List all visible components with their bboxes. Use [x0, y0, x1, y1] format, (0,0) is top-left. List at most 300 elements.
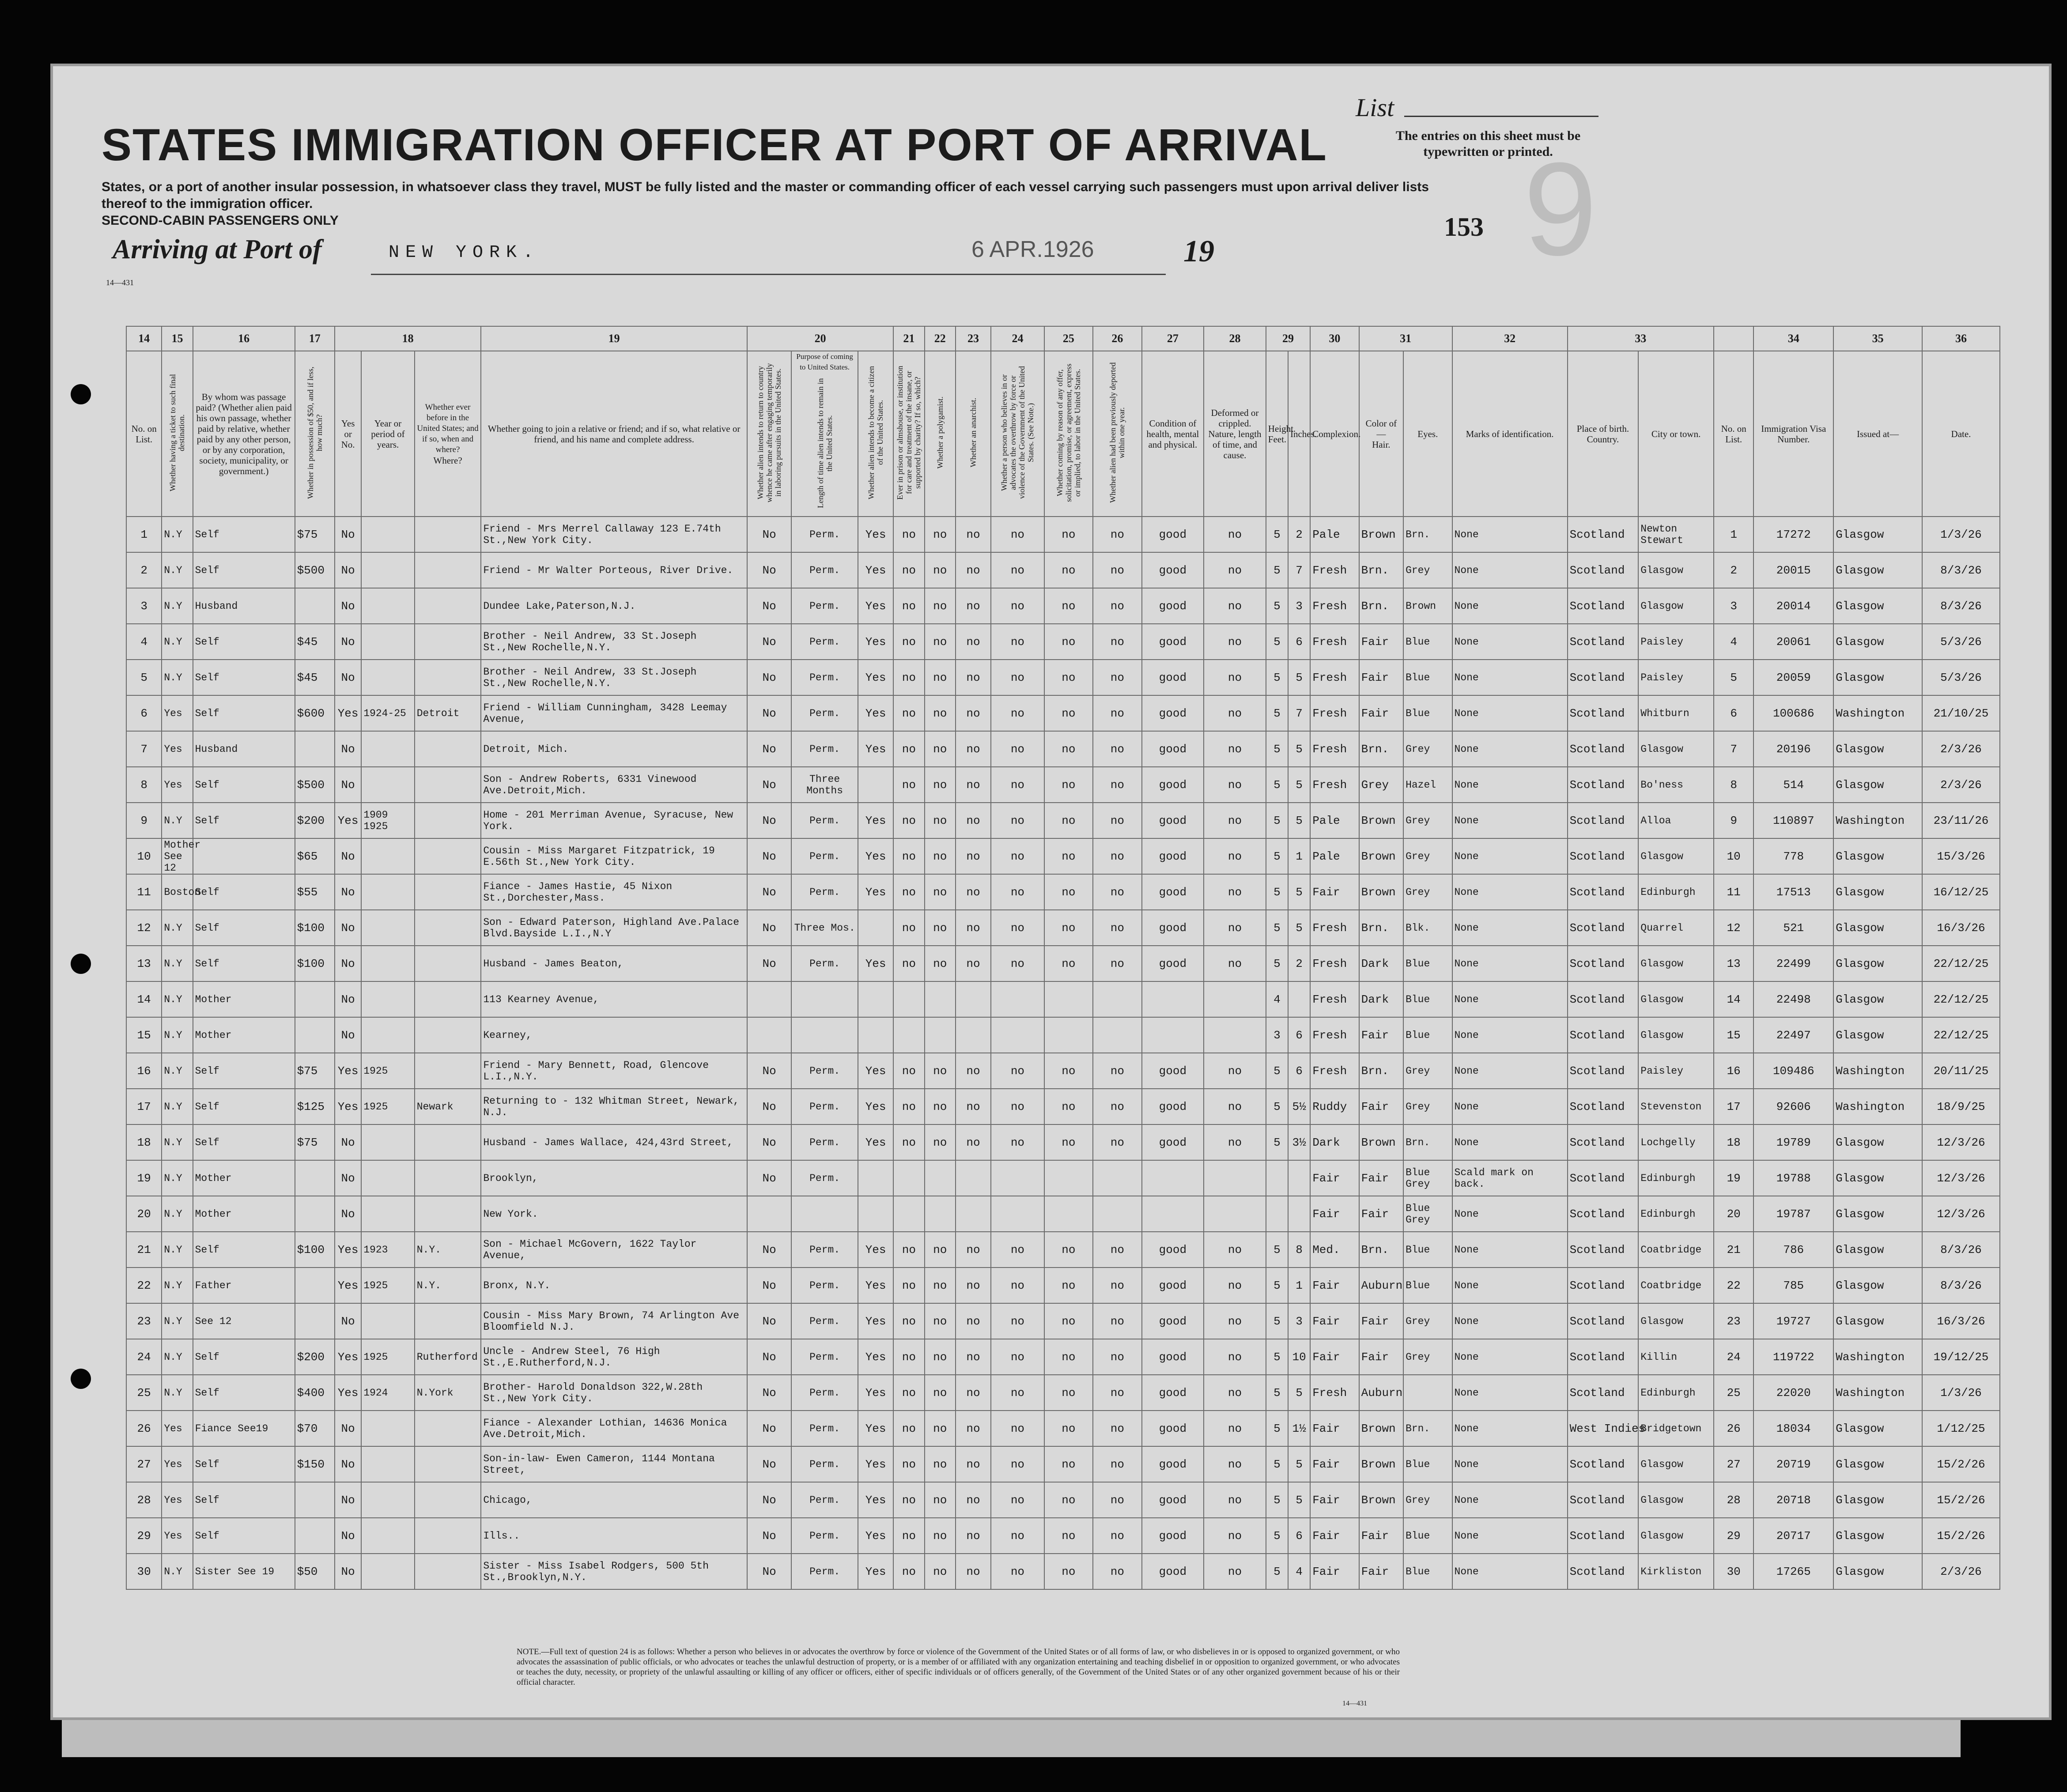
- cell-country: Scotland: [1568, 1446, 1639, 1482]
- cell-no2: 3: [1714, 588, 1753, 624]
- cell-where: [415, 1411, 481, 1446]
- header-where: Whether ever before in the United States; and if so, when and where? Where?: [415, 351, 481, 517]
- cell-ticket: N.Y: [162, 1303, 193, 1339]
- cell-where: [415, 874, 481, 910]
- cell-p20a: No: [747, 1268, 791, 1303]
- cell-marks: None: [1452, 1303, 1568, 1339]
- cell-relative: Son - Andrew Roberts, 6331 Vinewood Ave.Detroit,Mich.: [481, 767, 747, 803]
- cell-q26: no: [1093, 695, 1141, 731]
- cell-eyes: Grey: [1403, 1053, 1452, 1089]
- cell-deformed: [1204, 1017, 1266, 1053]
- cell-where: [415, 660, 481, 695]
- cell-where: [415, 624, 481, 660]
- cell-ticket: N.Y: [162, 1196, 193, 1232]
- cell-eyes: Blk.: [1403, 910, 1452, 946]
- cell-relative: Cousin - Miss Margaret Fitzpatrick, 19 E.56th St.,New York City.: [481, 838, 747, 874]
- cell-paid: Self: [193, 1089, 295, 1124]
- cell-where: Detroit: [415, 695, 481, 731]
- cell-date: 22/12/25: [1922, 981, 2000, 1017]
- cell-ticket: Yes: [162, 1446, 193, 1482]
- cell-date: 21/10/25: [1922, 695, 2000, 731]
- cell-relative: Brother- Harold Donaldson 322,W.28th St.,New York City.: [481, 1375, 747, 1411]
- cell-q22: no: [925, 910, 956, 946]
- cell-relative: Friend - Mary Bennett, Road, Glencove L.I.,N.Y.: [481, 1053, 747, 1089]
- cell-ticket: N.Y: [162, 1124, 193, 1160]
- header-deformed: Deformed or crippled. Nature, length of time, and cause.: [1204, 351, 1266, 517]
- cell-q21: no: [893, 1232, 924, 1268]
- passenger-row: [126, 660, 2000, 695]
- manifest-sheet: [53, 66, 2049, 1717]
- header-country: Place of birth. Country.: [1568, 351, 1639, 517]
- punch-hole: [71, 1369, 91, 1389]
- cell-no2: 25: [1714, 1375, 1753, 1411]
- cell-health: good: [1142, 803, 1204, 838]
- cell-p20c: Yes: [858, 1554, 893, 1589]
- colnum: 35: [1833, 326, 1922, 351]
- cell-q26: [1093, 981, 1141, 1017]
- cell-q22: no: [925, 1339, 956, 1375]
- cell-feet: 5: [1266, 1554, 1288, 1589]
- cell-relative: Cousin - Miss Mary Brown, 74 Arlington Ave Bloomfield N.J.: [481, 1303, 747, 1339]
- cell-city: Coatbridge: [1638, 1268, 1714, 1303]
- cell-q23: [956, 1017, 991, 1053]
- cell-complexion: Fair: [1310, 1196, 1359, 1232]
- cell-p20a: No: [747, 1554, 791, 1589]
- cell-city: Alloa: [1638, 803, 1714, 838]
- cell-before: No: [335, 1518, 361, 1554]
- cell-visa: 109486: [1753, 1053, 1833, 1089]
- cell-health: good: [1142, 767, 1204, 803]
- cell-deformed: no: [1204, 731, 1266, 767]
- cell-hair: Fair: [1359, 1554, 1403, 1589]
- cell-marks: None: [1452, 874, 1568, 910]
- cell-q22: [925, 1196, 956, 1232]
- cell-q24: no: [991, 1446, 1044, 1482]
- cell-money: $150: [295, 1446, 335, 1482]
- cell-paid: Self: [193, 517, 295, 552]
- cell-feet: [1266, 1196, 1288, 1232]
- cell-p20c: Yes: [858, 1232, 893, 1268]
- cell-complexion: Fair: [1310, 1160, 1359, 1196]
- cell-paid: Husband: [193, 731, 295, 767]
- cell-p20b: Perm.: [791, 1303, 858, 1339]
- cell-p20a: No: [747, 1446, 791, 1482]
- cell-ticket: Yes: [162, 695, 193, 731]
- cell-year: [361, 1303, 415, 1339]
- cell-inches: 7: [1288, 695, 1310, 731]
- cell-marks: None: [1452, 660, 1568, 695]
- cell-country: Scotland: [1568, 624, 1639, 660]
- cell-q23: no: [956, 624, 991, 660]
- cell-q23: no: [956, 946, 991, 981]
- cell-inches: [1288, 981, 1310, 1017]
- colnum: 29: [1266, 326, 1310, 351]
- cell-relative: Ills..: [481, 1518, 747, 1554]
- cell-city: Glasgow: [1638, 946, 1714, 981]
- cell-no2: 13: [1714, 946, 1753, 981]
- cell-p20b: Perm.: [791, 1089, 858, 1124]
- cell-q26: no: [1093, 731, 1141, 767]
- cell-inches: 10: [1288, 1339, 1310, 1375]
- cell-issued: Glasgow: [1833, 1160, 1922, 1196]
- cell-q21: no: [893, 588, 924, 624]
- cell-marks: None: [1452, 981, 1568, 1017]
- cell-no2: 4: [1714, 624, 1753, 660]
- cell-relative: Husband - James Wallace, 424,43rd Street,: [481, 1124, 747, 1160]
- cell-p20c: [858, 1160, 893, 1196]
- cell-eyes: Blue: [1403, 1017, 1452, 1053]
- cell-issued: Washington: [1833, 1375, 1922, 1411]
- cell-money: $400: [295, 1375, 335, 1411]
- cell-ticket: N.Y: [162, 1053, 193, 1089]
- header-marks: Marks of identification.: [1452, 351, 1568, 517]
- cell-q26: no: [1093, 1518, 1141, 1554]
- cell-complexion: Pale: [1310, 838, 1359, 874]
- cell-date: 16/3/26: [1922, 910, 2000, 946]
- cell-q22: [925, 981, 956, 1017]
- arriving-label: Arriving at Port of: [113, 234, 322, 264]
- cell-p20c: Yes: [858, 1375, 893, 1411]
- cell-q26: [1093, 1160, 1141, 1196]
- cell-country: Scotland: [1568, 767, 1639, 803]
- cell-inches: 2: [1288, 946, 1310, 981]
- cell-issued: Washington: [1833, 1053, 1922, 1089]
- cell-p20b: Perm.: [791, 624, 858, 660]
- cell-relative: Husband - James Beaton,: [481, 946, 747, 981]
- page-title: STATES IMMIGRATION OFFICER AT PORT OF ARRIVAL: [102, 120, 1327, 170]
- cell-visa: 17272: [1753, 517, 1833, 552]
- cell-ticket: N.Y: [162, 1339, 193, 1375]
- cell-p20c: Yes: [858, 1124, 893, 1160]
- cell-no2: 28: [1714, 1482, 1753, 1518]
- cell-p20b: Perm.: [791, 1554, 858, 1589]
- cell-feet: 5: [1266, 1053, 1288, 1089]
- cell-marks: None: [1452, 1268, 1568, 1303]
- cell-feet: 5: [1266, 1232, 1288, 1268]
- cell-deformed: no: [1204, 1482, 1266, 1518]
- cell-p20c: Yes: [858, 946, 893, 981]
- cell-before: No: [335, 731, 361, 767]
- cell-no2: 17: [1714, 1089, 1753, 1124]
- cell-date: 15/2/26: [1922, 1518, 2000, 1554]
- cell-where: Newark: [415, 1089, 481, 1124]
- cell-q23: no: [956, 660, 991, 695]
- cell-year: [361, 838, 415, 874]
- cell-issued: Glasgow: [1833, 767, 1922, 803]
- cell-before: Yes: [335, 1268, 361, 1303]
- cell-paid: Self: [193, 1232, 295, 1268]
- cell-ticket: Yes: [162, 767, 193, 803]
- cell-p20b: Perm.: [791, 1124, 858, 1160]
- cell-year: [361, 767, 415, 803]
- cell-q22: no: [925, 838, 956, 874]
- cell-where: [415, 1017, 481, 1053]
- colnum: 15: [162, 326, 193, 351]
- cell-inches: 6: [1288, 1017, 1310, 1053]
- cell-inches: 5: [1288, 660, 1310, 695]
- cell-q21: no: [893, 1053, 924, 1089]
- cell-visa: 19788: [1753, 1160, 1833, 1196]
- cell-eyes: Blue: [1403, 1446, 1452, 1482]
- cell-eyes: Brn.: [1403, 517, 1452, 552]
- cell-date: 12/3/26: [1922, 1124, 2000, 1160]
- cell-q23: no: [956, 874, 991, 910]
- cell-eyes: Blue: [1403, 1268, 1452, 1303]
- cell-where: [415, 1160, 481, 1196]
- cell-paid: Mother: [193, 981, 295, 1017]
- column-header-row: [126, 351, 2000, 517]
- cell-paid: Self: [193, 767, 295, 803]
- date-stamp: 6 APR.1926: [971, 237, 1094, 262]
- passenger-row: [126, 838, 2000, 874]
- cell-q22: no: [925, 1232, 956, 1268]
- cell-inches: 2: [1288, 517, 1310, 552]
- cell-q23: no: [956, 588, 991, 624]
- cell-money: $125: [295, 1089, 335, 1124]
- cell-p20c: [858, 910, 893, 946]
- cell-q22: no: [925, 946, 956, 981]
- passenger-row: [126, 552, 2000, 588]
- cell-q22: no: [925, 1411, 956, 1446]
- cell-p20a: No: [747, 874, 791, 910]
- cell-no: 10: [126, 838, 162, 874]
- cell-where: [415, 1053, 481, 1089]
- cell-q21: no: [893, 1411, 924, 1446]
- manifest-table: [126, 326, 2000, 1590]
- cell-complexion: Pale: [1310, 803, 1359, 838]
- cell-health: good: [1142, 1053, 1204, 1089]
- cell-deformed: [1204, 981, 1266, 1017]
- cell-paid: See 12: [193, 1303, 295, 1339]
- cell-q24: no: [991, 517, 1044, 552]
- cell-issued: Glasgow: [1833, 660, 1922, 695]
- cell-q25: no: [1044, 1518, 1093, 1554]
- cell-where: [415, 1518, 481, 1554]
- cell-no: 14: [126, 981, 162, 1017]
- cell-where: [415, 946, 481, 981]
- cell-q25: no: [1044, 1482, 1093, 1518]
- cell-year: [361, 1482, 415, 1518]
- cell-hair: Brown: [1359, 838, 1403, 874]
- cell-q26: no: [1093, 588, 1141, 624]
- colnum: 24: [991, 326, 1044, 351]
- cell-marks: None: [1452, 1053, 1568, 1089]
- cell-issued: Washington: [1833, 1089, 1922, 1124]
- cell-city: Newton Stewart: [1638, 517, 1714, 552]
- cell-country: Scotland: [1568, 981, 1639, 1017]
- cell-health: good: [1142, 1518, 1204, 1554]
- cell-no: 24: [126, 1339, 162, 1375]
- cell-money: [295, 1482, 335, 1518]
- cell-eyes: Blue: [1403, 1518, 1452, 1554]
- cell-before: Yes: [335, 695, 361, 731]
- cell-money: [295, 731, 335, 767]
- cell-country: Scotland: [1568, 946, 1639, 981]
- cell-q25: [1044, 1160, 1093, 1196]
- cell-year: [361, 1554, 415, 1589]
- cell-q23: no: [956, 1268, 991, 1303]
- cell-issued: Glasgow: [1833, 874, 1922, 910]
- passenger-row: [126, 1017, 2000, 1053]
- cell-issued: Washington: [1833, 695, 1922, 731]
- cell-marks: None: [1452, 1196, 1568, 1232]
- cell-marks: None: [1452, 731, 1568, 767]
- cell-deformed: no: [1204, 1518, 1266, 1554]
- cell-feet: 5: [1266, 767, 1288, 803]
- cell-q22: no: [925, 1482, 956, 1518]
- cell-q23: no: [956, 838, 991, 874]
- passenger-row: [126, 981, 2000, 1017]
- cell-where: [415, 1124, 481, 1160]
- cell-q24: [991, 981, 1044, 1017]
- cell-issued: Glasgow: [1833, 981, 1922, 1017]
- cell-where: [415, 1446, 481, 1482]
- cell-q24: no: [991, 695, 1044, 731]
- cell-relative: Fiance - James Hastie, 45 Nixon St.,Dorchester,Mass.: [481, 874, 747, 910]
- cell-city: Bridgetown: [1638, 1411, 1714, 1446]
- cell-eyes: Blue Grey: [1403, 1196, 1452, 1232]
- passenger-row: [126, 731, 2000, 767]
- cell-issued: Glasgow: [1833, 838, 1922, 874]
- punch-hole: [71, 954, 91, 974]
- cell-complexion: Fresh: [1310, 731, 1359, 767]
- cell-p20b: Perm.: [791, 588, 858, 624]
- cell-paid: [193, 838, 295, 874]
- cell-where: N.Y.: [415, 1232, 481, 1268]
- cell-where: [415, 552, 481, 588]
- cell-eyes: Hazel: [1403, 767, 1452, 803]
- cell-q26: no: [1093, 946, 1141, 981]
- cell-ticket: N.Y: [162, 981, 193, 1017]
- cell-health: good: [1142, 588, 1204, 624]
- cell-where: [415, 588, 481, 624]
- cell-q23: no: [956, 731, 991, 767]
- cell-complexion: Fair: [1310, 1446, 1359, 1482]
- cell-year: [361, 588, 415, 624]
- cell-complexion: Fair: [1310, 1482, 1359, 1518]
- cell-inches: 1: [1288, 838, 1310, 874]
- colnum: 33: [1568, 326, 1714, 351]
- cell-q24: no: [991, 660, 1044, 695]
- cell-q24: no: [991, 552, 1044, 588]
- cell-date: 15/2/26: [1922, 1482, 2000, 1518]
- cell-deformed: no: [1204, 1124, 1266, 1160]
- cell-health: good: [1142, 910, 1204, 946]
- header-health: Condition of health, mental and physical.: [1142, 351, 1204, 517]
- passenger-row: [126, 517, 2000, 552]
- cell-visa: 17265: [1753, 1554, 1833, 1589]
- cell-hair: Brn.: [1359, 552, 1403, 588]
- cell-p20c: [858, 981, 893, 1017]
- cell-p20c: [858, 1017, 893, 1053]
- cell-country: Scotland: [1568, 552, 1639, 588]
- cell-issued: Washington: [1833, 1339, 1922, 1375]
- cell-marks: None: [1452, 624, 1568, 660]
- cell-q25: no: [1044, 767, 1093, 803]
- cell-date: 8/3/26: [1922, 1232, 2000, 1268]
- cell-visa: 22498: [1753, 981, 1833, 1017]
- cell-inches: 5: [1288, 1375, 1310, 1411]
- cell-date: 2/3/26: [1922, 767, 2000, 803]
- cell-q21: [893, 1160, 924, 1196]
- cell-hair: Auburn: [1359, 1375, 1403, 1411]
- cell-date: 8/3/26: [1922, 552, 2000, 588]
- cell-p20a: No: [747, 1160, 791, 1196]
- cell-q21: no: [893, 1554, 924, 1589]
- cell-country: Scotland: [1568, 660, 1639, 695]
- cell-visa: 785: [1753, 1268, 1833, 1303]
- cell-ticket: N.Y: [162, 946, 193, 981]
- cell-where: [415, 767, 481, 803]
- cell-year: 1924: [361, 1375, 415, 1411]
- cell-complexion: Fair: [1310, 1303, 1359, 1339]
- cell-q24: no: [991, 1339, 1044, 1375]
- cell-eyes: Grey: [1403, 1303, 1452, 1339]
- cell-deformed: no: [1204, 803, 1266, 838]
- cell-q26: no: [1093, 1411, 1141, 1446]
- column-number-row: [126, 326, 2000, 351]
- cell-p20c: Yes: [858, 1053, 893, 1089]
- header-relative: Whether going to join a relative or friend; and if so, what relative or friend, and his name and complete address.: [481, 351, 747, 517]
- cell-visa: 20718: [1753, 1482, 1833, 1518]
- cell-inches: 4: [1288, 1554, 1310, 1589]
- cell-paid: Self: [193, 552, 295, 588]
- cell-relative: Son - Edward Paterson, Highland Ave.Palace Blvd.Bayside L.I.,N.Y: [481, 910, 747, 946]
- cell-eyes: Blue Grey: [1403, 1160, 1452, 1196]
- cell-q25: no: [1044, 1268, 1093, 1303]
- cell-deformed: no: [1204, 1411, 1266, 1446]
- cell-money: $100: [295, 910, 335, 946]
- cell-q21: no: [893, 946, 924, 981]
- cell-p20a: No: [747, 1518, 791, 1554]
- cell-deformed: no: [1204, 695, 1266, 731]
- cell-deformed: no: [1204, 838, 1266, 874]
- cell-p20b: Perm.: [791, 1411, 858, 1446]
- colnum: 30: [1310, 326, 1359, 351]
- cell-marks: None: [1452, 1518, 1568, 1554]
- colnum: 14: [126, 326, 162, 351]
- cell-no2: 16: [1714, 1053, 1753, 1089]
- cell-complexion: Fresh: [1310, 588, 1359, 624]
- cell-ticket: N.Y: [162, 1160, 193, 1196]
- cell-q25: no: [1044, 1339, 1093, 1375]
- cell-health: good: [1142, 1268, 1204, 1303]
- colnum: 21: [893, 326, 924, 351]
- cell-q23: [956, 1196, 991, 1232]
- colnum: 36: [1922, 326, 2000, 351]
- cell-paid: Self: [193, 695, 295, 731]
- cell-eyes: Grey: [1403, 874, 1452, 910]
- cell-issued: Glasgow: [1833, 624, 1922, 660]
- cell-q24: no: [991, 946, 1044, 981]
- cell-p20a: No: [747, 1089, 791, 1124]
- cell-q24: [991, 1160, 1044, 1196]
- cell-marks: None: [1452, 588, 1568, 624]
- cell-feet: 5: [1266, 946, 1288, 981]
- cell-country: Scotland: [1568, 731, 1639, 767]
- cell-inches: 3½: [1288, 1124, 1310, 1160]
- cell-hair: Brown: [1359, 803, 1403, 838]
- cell-complexion: Fresh: [1310, 624, 1359, 660]
- cell-no: 28: [126, 1482, 162, 1518]
- cell-q24: no: [991, 1411, 1044, 1446]
- cell-before: Yes: [335, 1053, 361, 1089]
- cell-p20b: [791, 1196, 858, 1232]
- cell-marks: None: [1452, 1232, 1568, 1268]
- cell-q21: no: [893, 1518, 924, 1554]
- cell-eyes: Grey: [1403, 803, 1452, 838]
- cell-city: Quarrel: [1638, 910, 1714, 946]
